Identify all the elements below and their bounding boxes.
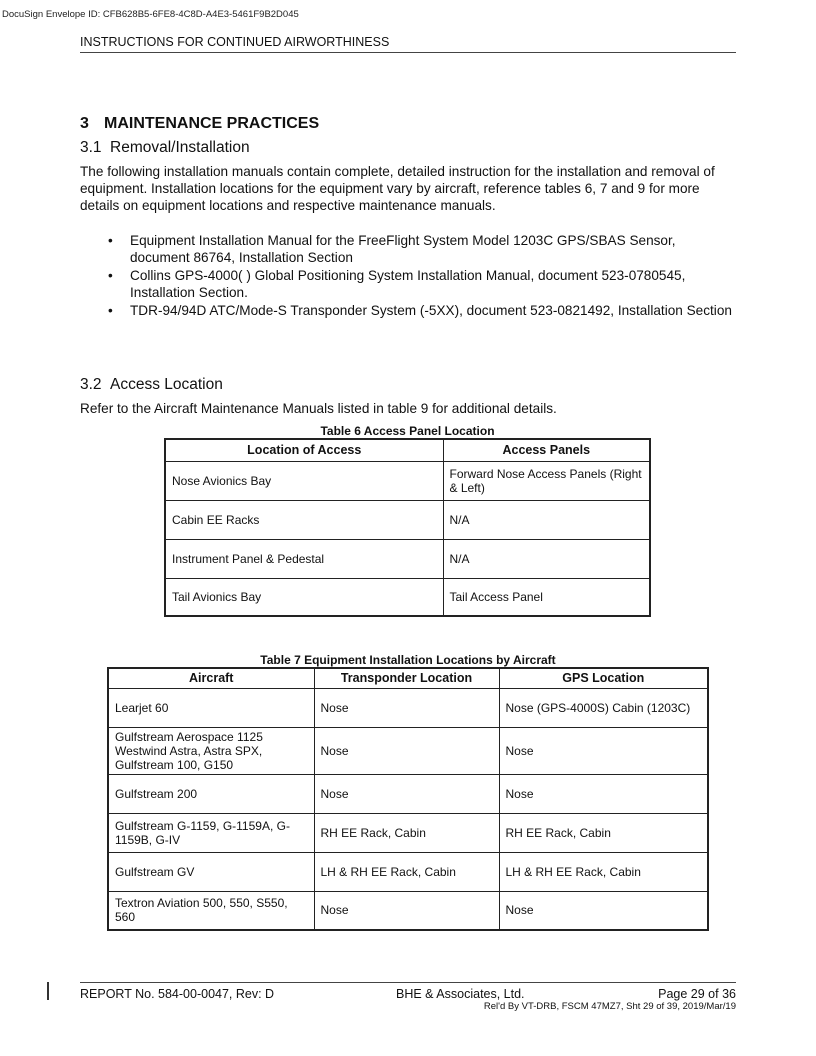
cell: Nose (GPS-4000S) Cabin (1203C)	[499, 688, 708, 727]
envelope-id: DocuSign Envelope ID: CFB628B5-6FE8-4C8D-A4E3-5461F9B2D045	[2, 9, 299, 20]
column-header: Access Panels	[443, 439, 650, 461]
cell: Forward Nose Access Panels (Right & Left)	[443, 461, 650, 500]
cell: RH EE Rack, Cabin	[314, 813, 499, 852]
column-header: Aircraft	[108, 668, 314, 688]
cell: Nose	[314, 688, 499, 727]
cell: LH & RH EE Rack, Cabin	[314, 852, 499, 891]
cell: Gulfstream 200	[108, 774, 314, 813]
paragraph-3-2: Refer to the Aircraft Maintenance Manuals listed in table 9 for additional details.	[80, 401, 557, 416]
column-header: GPS Location	[499, 668, 708, 688]
change-bar	[47, 982, 49, 1000]
cell: LH & RH EE Rack, Cabin	[499, 852, 708, 891]
table-row	[108, 774, 708, 813]
cell: Cabin EE Racks	[165, 500, 443, 539]
access-panel-table	[164, 438, 651, 617]
cell: Textron Aviation 500, 550, S550, 560	[108, 891, 314, 930]
paragraph-3-1: The following installation manuals contain complete, detailed instruction for the installation and removal of equipment. Installation locations for the equipment vary by aircraft, reference tables 6, 7 and 9 for more details on equipment locations and respective maintenance manuals.	[80, 164, 715, 213]
cell: N/A	[443, 500, 650, 539]
release-stamp: Rel'd By VT-DRB, FSCM 47MZ7, Sht 29 of 39, 2019/Mar/19	[483, 1001, 736, 1012]
cell: Nose	[314, 774, 499, 813]
list-item: • Equipment Installation Manual for the FreeFlight System Model 1203C GPS/SBAS Sensor, document 86764, Installation Section	[108, 232, 738, 266]
cell: Tail Access Panel	[443, 578, 650, 616]
table-row	[165, 539, 650, 578]
column-header: Location of Access	[165, 439, 443, 461]
subsection-title: Access Location	[110, 376, 223, 393]
cell: Nose	[499, 774, 708, 813]
cell: Learjet 60	[108, 688, 314, 727]
table-row	[165, 578, 650, 616]
cell: Gulfstream G-1159, G-1159A, G-1159B, G-IV	[108, 813, 314, 852]
report-number: REPORT No. 584-00-0047, Rev: D	[80, 987, 275, 1001]
column-header: Transponder Location	[314, 668, 499, 688]
subsection-3-1-heading	[80, 139, 250, 157]
page-number: Page 29 of 36	[658, 987, 736, 1001]
running-header: INSTRUCTIONS FOR CONTINUED AIRWORTHINESS	[80, 35, 736, 53]
table-row	[108, 688, 708, 727]
page-footer	[80, 982, 736, 1012]
list-item: • TDR-94/94D ATC/Mode-S Transponder System (-5XX), document 523-0821492, Installation Section	[108, 302, 738, 319]
list-item: • Collins GPS-4000( ) Global Positioning System Installation Manual, document 523-0780545, Installation Section.	[108, 267, 738, 301]
subsection-3-2-heading	[80, 376, 223, 394]
table-row	[165, 461, 650, 500]
subsection-number: 3.1	[80, 139, 102, 156]
cell: Nose	[499, 891, 708, 930]
installation-locations-table	[107, 667, 709, 931]
table7-caption: Table 7 Equipment Installation Locations by Aircraft	[260, 653, 556, 667]
section-title: MAINTENANCE PRACTICES	[104, 115, 320, 132]
manual-list	[108, 232, 738, 320]
table-row	[108, 813, 708, 852]
cell: Nose	[314, 891, 499, 930]
cell: Instrument Panel & Pedestal	[165, 539, 443, 578]
cell: RH EE Rack, Cabin	[499, 813, 708, 852]
table-row	[165, 500, 650, 539]
cell: Tail Avionics Bay	[165, 578, 443, 616]
section-heading	[80, 115, 319, 133]
cell: Gulfstream Aerospace 1125 Westwind Astra, Astra SPX, Gulfstream 100, G150	[108, 727, 314, 774]
cell: Gulfstream GV	[108, 852, 314, 891]
table-row	[108, 727, 708, 774]
table-row	[108, 891, 708, 930]
cell: Nose Avionics Bay	[165, 461, 443, 500]
table-row	[108, 852, 708, 891]
table6-caption: Table 6 Access Panel Location	[320, 424, 495, 438]
cell: Nose	[499, 727, 708, 774]
subsection-number: 3.2	[80, 376, 102, 393]
cell: N/A	[443, 539, 650, 578]
section-number: 3	[80, 115, 89, 132]
subsection-title: Removal/Installation	[110, 139, 250, 156]
company-name: BHE & Associates, Ltd.	[396, 987, 525, 1001]
cell: Nose	[314, 727, 499, 774]
